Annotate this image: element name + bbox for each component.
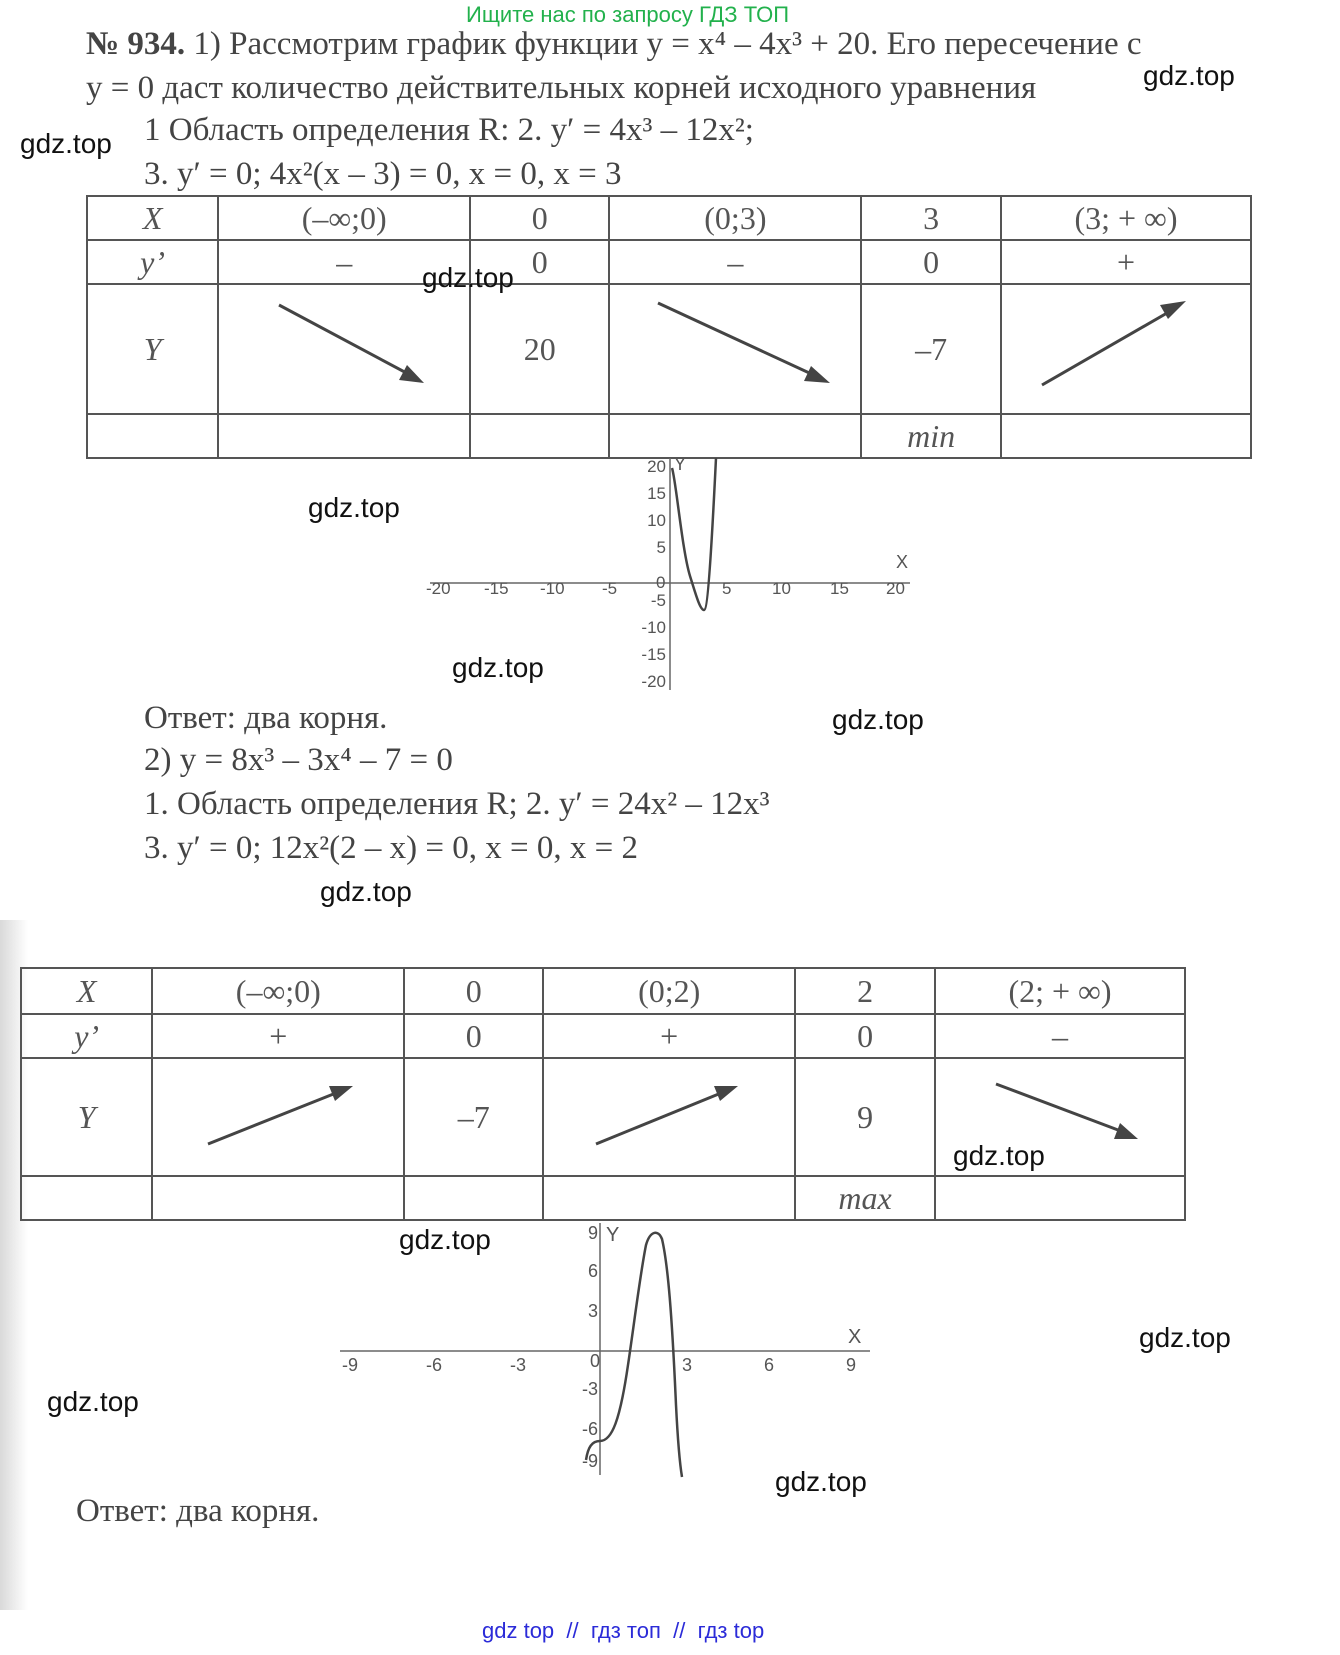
increasing-arrow-cell: [152, 1058, 404, 1176]
y-tick: 9: [587, 1223, 598, 1243]
x-tick: 0: [590, 1351, 601, 1371]
x-tick: 20: [886, 579, 905, 598]
table-cell: [404, 1176, 543, 1220]
increasing-arrow-cell: [1001, 284, 1251, 414]
x-axis-label: X: [848, 1326, 862, 1348]
watermark: gdz.top: [1139, 1322, 1231, 1353]
y-tick: 20: [647, 457, 666, 476]
y-tick: -5: [650, 591, 666, 610]
table-cell: 3: [861, 196, 1001, 240]
table-cell: 0: [470, 240, 609, 284]
table-cell: (0;2): [543, 968, 795, 1014]
increasing-arrow-icon: [1002, 285, 1250, 405]
function-curve: [672, 458, 716, 610]
increasing-arrow-cell: [543, 1058, 795, 1176]
watermark: gdz.top: [832, 704, 924, 735]
decreasing-arrow-cell: [609, 284, 861, 414]
row-label: [87, 414, 218, 458]
row-label: [21, 1176, 152, 1220]
critical-points-line: 3. y′ = 0; 4x²(x – 3) = 0, x = 0, x = 3: [144, 156, 622, 192]
y-tick: 3: [587, 1301, 598, 1321]
x-tick: -10: [540, 579, 565, 598]
y-axis-label: Y: [606, 1224, 620, 1246]
x-tick: -3: [510, 1355, 527, 1375]
watermark: gdz.top: [1143, 60, 1235, 91]
row-label: y’: [21, 1014, 152, 1058]
table-cell: –7: [404, 1058, 543, 1176]
watermark: gdz.top: [953, 1140, 1045, 1171]
watermark: gdz.top: [308, 492, 400, 523]
problem-line-2: y = 0 даст количество действительных корней исходного уравнения: [86, 70, 1037, 106]
y-tick: -6: [581, 1419, 598, 1439]
watermark: gdz.top: [422, 262, 514, 293]
y-tick: -9: [581, 1451, 598, 1471]
watermark: gdz.top: [399, 1224, 491, 1255]
table-cell: (3; + ∞): [1001, 196, 1251, 240]
answer-1: Ответ: два корня.: [144, 700, 388, 736]
table-cell: [543, 1176, 795, 1220]
y-tick: -10: [641, 618, 666, 637]
problem-2-line-2: 1. Область определения R; 2. y′ = 24x² – 12x³: [144, 786, 770, 822]
table-cell: 9: [795, 1058, 935, 1176]
table-cell: 2: [795, 968, 935, 1014]
table-cell: –7: [861, 284, 1001, 414]
table-cell: [1001, 414, 1251, 458]
y-tick: 10: [647, 511, 666, 530]
table-row-function: [87, 284, 1251, 414]
variation-table-1: [86, 195, 1252, 459]
increasing-arrow-icon: [153, 1059, 403, 1167]
row-label: Y: [87, 284, 218, 414]
table-row-derivative: [21, 1014, 1185, 1058]
decreasing-arrow-icon: [219, 285, 469, 405]
table-cell: –: [935, 1014, 1185, 1058]
x-tick: 9: [846, 1355, 857, 1375]
min-label: min: [861, 414, 1001, 458]
table-cell: 0: [404, 968, 543, 1014]
table-cell: (–∞;0): [218, 196, 470, 240]
table-row-derivative: [87, 240, 1251, 284]
x-tick: 6: [764, 1355, 775, 1375]
y-tick: 5: [656, 538, 666, 557]
variation-table-2: [20, 967, 1186, 1221]
watermark: gdz.top: [47, 1386, 139, 1417]
table-cell: 0: [795, 1014, 935, 1058]
x-tick: 0: [656, 573, 666, 592]
x-tick: 10: [772, 579, 791, 598]
watermark: gdz.top: [20, 128, 112, 159]
x-tick: -5: [602, 579, 618, 598]
y-tick: 6: [587, 1261, 598, 1281]
function-graph-2: [330, 1215, 890, 1495]
y-axis-label: Y: [674, 454, 687, 474]
problem-2-line-1: 2) y = 8x³ – 3x⁴ – 7 = 0: [144, 742, 453, 778]
y-tick: 15: [647, 484, 666, 503]
table-cell: +: [1001, 240, 1251, 284]
x-tick-labels: [342, 1351, 856, 1375]
table-cell: [935, 1176, 1185, 1220]
x-tick: 3: [682, 1355, 693, 1375]
x-tick: 5: [722, 579, 732, 598]
table-cell: +: [543, 1014, 795, 1058]
x-axis-label: X: [896, 552, 909, 572]
max-label: max: [795, 1176, 935, 1220]
decreasing-arrow-icon: [610, 285, 860, 405]
watermark: gdz.top: [320, 876, 412, 907]
domain-derivative-line: 1 Область определения R: 2. y′ = 4x³ – 12x²;: [144, 112, 754, 148]
watermark: gdz.top: [452, 652, 544, 683]
table-cell: (2; + ∞): [935, 968, 1185, 1014]
decreasing-arrow-cell: [218, 284, 470, 414]
y-tick: -20: [641, 672, 666, 691]
row-label: Y: [21, 1058, 152, 1176]
problem-2-line-3: 3. y′ = 0; 12x²(2 – x) = 0, x = 0, x = 2: [144, 830, 638, 866]
table-cell: +: [152, 1014, 404, 1058]
x-tick: -15: [484, 579, 509, 598]
table-row-x: [21, 968, 1185, 1014]
x-tick: -6: [426, 1355, 443, 1375]
table-cell: 20: [470, 284, 609, 414]
y-tick: -15: [641, 645, 666, 664]
row-label: y’: [87, 240, 218, 284]
table-cell: 0: [404, 1014, 543, 1058]
problem-statement: 1) Рассмотрим график функции y = x⁴ – 4x³ + 20. Его пересечение с: [193, 26, 1142, 62]
table-cell: –: [218, 240, 470, 284]
table-cell: 0: [861, 240, 1001, 284]
table-row-note: [21, 1176, 1185, 1220]
row-label: X: [21, 968, 152, 1014]
table-cell: –: [609, 240, 861, 284]
problem-line-1: [86, 26, 1142, 63]
increasing-arrow-icon: [544, 1059, 794, 1167]
x-tick: -20: [426, 579, 451, 598]
problem-number: № 934.: [86, 26, 186, 62]
table-cell: 0: [470, 196, 609, 240]
search-banner: Ищите нас по запросу ГДЗ ТОП: [466, 2, 790, 27]
x-tick: 15: [830, 579, 849, 598]
answer-2: Ответ: два корня.: [76, 1493, 320, 1529]
footer-links: gdz top // гдз топ // гдз top: [482, 1618, 765, 1643]
row-label: X: [87, 196, 218, 240]
table-cell: [152, 1176, 404, 1220]
table-cell: (0;3): [609, 196, 861, 240]
y-tick: -3: [581, 1379, 598, 1399]
x-tick: -9: [342, 1355, 359, 1375]
table-cell: (–∞;0): [152, 968, 404, 1014]
watermark: gdz.top: [775, 1466, 867, 1497]
y-tick-labels: [581, 1223, 601, 1471]
table-row-x: [87, 196, 1251, 240]
